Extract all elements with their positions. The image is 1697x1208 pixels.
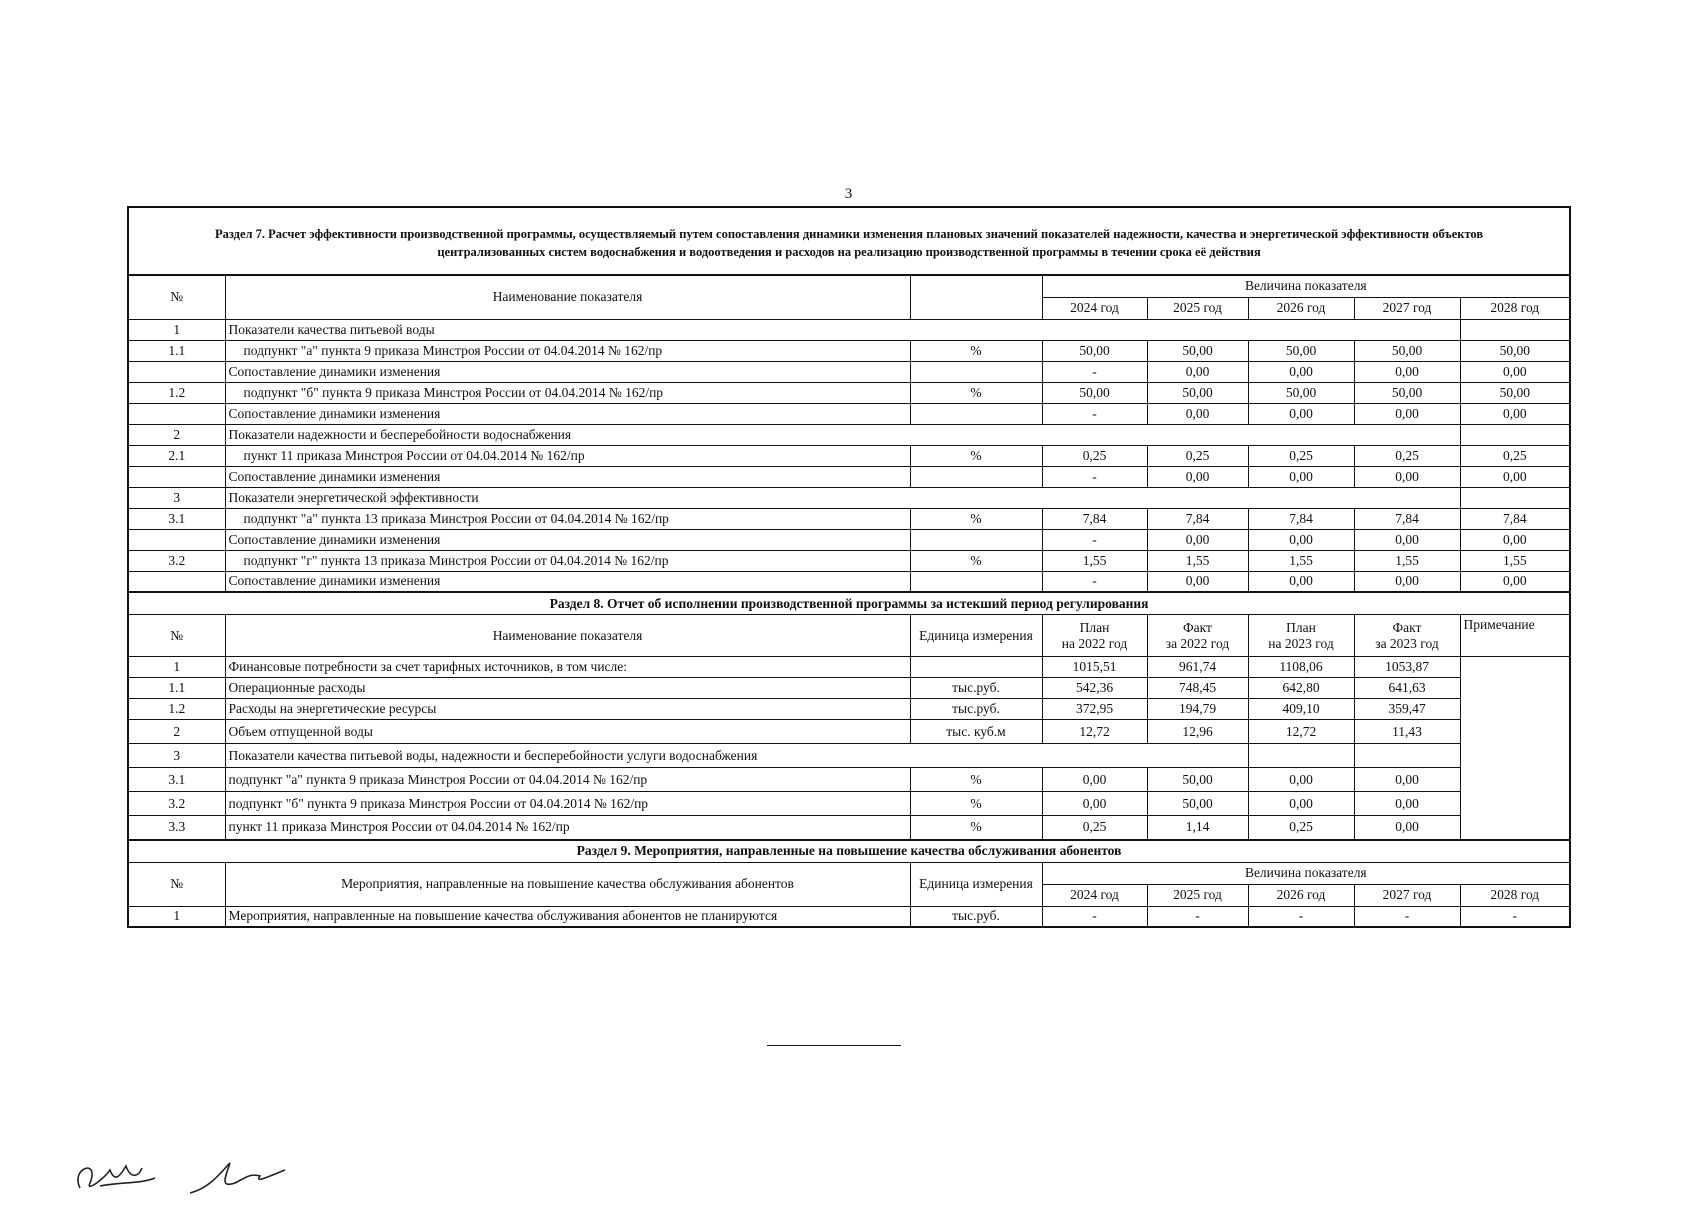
- table-row: [128, 445, 1570, 466]
- row-name: Мероприятия, направленные на повышение качества обслуживания абонентов не планируются: [225, 906, 910, 927]
- value-cell: 0,00: [1248, 768, 1354, 792]
- table-row: [128, 529, 1570, 550]
- s8-col-num: №: [128, 615, 225, 657]
- table-row: [128, 792, 1570, 816]
- row-number: 1.2: [128, 699, 225, 720]
- value-cell: 0,00: [1354, 768, 1460, 792]
- value-cell: -: [1042, 906, 1147, 927]
- report-table: [127, 206, 1571, 928]
- value-cell: 748,45: [1147, 678, 1248, 699]
- value-cell: 0,00: [1248, 529, 1354, 550]
- row-number: 3.3: [128, 816, 225, 840]
- value-cell: 50,00: [1147, 382, 1248, 403]
- signature-2: [190, 1163, 285, 1193]
- table-row: [128, 720, 1570, 744]
- row-name: подпункт "б" пункта 9 приказа Минстроя России от 04.04.2014 № 162/пр: [225, 382, 910, 403]
- row-number: 1: [128, 319, 225, 340]
- table-row: [128, 906, 1570, 927]
- table-row: [128, 699, 1570, 720]
- value-cell: -: [1042, 361, 1147, 382]
- row-number: [128, 529, 225, 550]
- row-name: Сопоставление динамики изменения: [225, 403, 910, 424]
- s7-year: 2025 год: [1147, 297, 1248, 319]
- row-number: 1.1: [128, 678, 225, 699]
- value-cell: 0,00: [1147, 466, 1248, 487]
- value-cell: -: [1147, 906, 1248, 927]
- row-name: Показатели качества питьевой воды: [225, 319, 1460, 340]
- s9-year: 2028 год: [1460, 884, 1570, 906]
- row-name: Сопоставление динамики изменения: [225, 361, 910, 382]
- value-cell: 1108,06: [1248, 657, 1354, 678]
- value-cell: 1,55: [1460, 550, 1570, 571]
- value-cell: -: [1042, 529, 1147, 550]
- value-cell: 1015,51: [1042, 657, 1147, 678]
- row-name: Показатели энергетической эффективности: [225, 487, 1460, 508]
- value-cell: 0,25: [1042, 816, 1147, 840]
- row-unit: [910, 571, 1042, 592]
- handwritten-signatures: [60, 1148, 290, 1208]
- table-row: [128, 361, 1570, 382]
- value-cell: 0,25: [1460, 445, 1570, 466]
- value-cell: 0,00: [1354, 571, 1460, 592]
- s8-col-note: Примечание: [1460, 615, 1570, 657]
- s8-col-plan-2022: План на 2022 год: [1042, 615, 1147, 657]
- value-cell: 0,25: [1354, 445, 1460, 466]
- note-cell: [1460, 657, 1570, 840]
- value-cell: 0,25: [1248, 445, 1354, 466]
- s7-col-value: Величина показателя: [1042, 275, 1570, 297]
- s9-year: 2026 год: [1248, 884, 1354, 906]
- section9-title: Раздел 9. Мероприятия, направленные на повышение качества обслуживания абонентов: [128, 840, 1570, 863]
- value-cell: 50,00: [1147, 792, 1248, 816]
- value-cell: 0,00: [1354, 361, 1460, 382]
- value-cell: -: [1042, 466, 1147, 487]
- table-row: [128, 319, 1570, 340]
- value-cell: -: [1460, 906, 1570, 927]
- row-unit: [910, 361, 1042, 382]
- row-name: подпункт "б" пункта 9 приказа Минстроя России от 04.04.2014 № 162/пр: [225, 792, 910, 816]
- row-unit: %: [910, 550, 1042, 571]
- s9-col-unit: Единица измерения: [910, 862, 1042, 906]
- value-cell: 12,72: [1042, 720, 1147, 744]
- value-cell: 0,00: [1147, 403, 1248, 424]
- signature-1: [78, 1166, 155, 1188]
- value-cell: 12,96: [1147, 720, 1248, 744]
- row-number: 3: [128, 487, 225, 508]
- footer-divider: [767, 1045, 901, 1046]
- value-cell: 641,63: [1354, 678, 1460, 699]
- s7-year: 2027 год: [1354, 297, 1460, 319]
- value-cell: 50,00: [1354, 382, 1460, 403]
- value-cell: 0,00: [1248, 403, 1354, 424]
- table-row: [128, 466, 1570, 487]
- row-number: [128, 466, 225, 487]
- s7-year: 2028 год: [1460, 297, 1570, 319]
- value-cell: 0,25: [1147, 445, 1248, 466]
- s7-year: 2026 год: [1248, 297, 1354, 319]
- value-cell: 50,00: [1147, 340, 1248, 361]
- value-cell: 0,25: [1248, 816, 1354, 840]
- row-unit: %: [910, 768, 1042, 792]
- row-number: 1: [128, 657, 225, 678]
- row-number: [128, 571, 225, 592]
- value-cell: 372,95: [1042, 699, 1147, 720]
- value-cell: 50,00: [1248, 382, 1354, 403]
- value-cell: -: [1248, 906, 1354, 927]
- empty-cell: [1460, 319, 1570, 340]
- row-unit: %: [910, 340, 1042, 361]
- value-cell: 0,00: [1460, 466, 1570, 487]
- value-cell: 0,00: [1460, 529, 1570, 550]
- table-row: [128, 571, 1570, 592]
- row-name: Сопоставление динамики изменения: [225, 529, 910, 550]
- row-name: подпункт "а" пункта 9 приказа Минстроя России от 04.04.2014 № 162/пр: [225, 340, 910, 361]
- value-cell: 0,00: [1042, 792, 1147, 816]
- value-cell: 0,00: [1147, 361, 1248, 382]
- value-cell: 0,00: [1042, 768, 1147, 792]
- table-row: [128, 550, 1570, 571]
- value-cell: 12,72: [1248, 720, 1354, 744]
- row-name: пункт 11 приказа Минстроя России от 04.04.2014 № 162/пр: [225, 445, 910, 466]
- row-number: [128, 403, 225, 424]
- report-frame: [127, 206, 1569, 928]
- s8-col-fact-2022: Факт за 2022 год: [1147, 615, 1248, 657]
- value-cell: 0,00: [1248, 571, 1354, 592]
- s9-col-value: Величина показателя: [1042, 862, 1570, 884]
- row-unit: тыс.руб.: [910, 699, 1042, 720]
- value-cell: 0,00: [1248, 361, 1354, 382]
- value-cell: 961,74: [1147, 657, 1248, 678]
- s8-col-fact-2023: Факт за 2023 год: [1354, 615, 1460, 657]
- value-cell: 0,25: [1042, 445, 1147, 466]
- value-cell: 642,80: [1248, 678, 1354, 699]
- value-cell: 50,00: [1248, 340, 1354, 361]
- row-number: 3: [128, 744, 225, 768]
- value-cell: 7,84: [1354, 508, 1460, 529]
- row-unit: тыс.руб.: [910, 906, 1042, 927]
- value-cell: 11,43: [1354, 720, 1460, 744]
- row-number: 2: [128, 720, 225, 744]
- row-number: 2.1: [128, 445, 225, 466]
- value-cell: 50,00: [1460, 382, 1570, 403]
- row-number: 1: [128, 906, 225, 927]
- value-cell: 1,14: [1147, 816, 1248, 840]
- value-cell: 0,00: [1460, 361, 1570, 382]
- value-cell: 0,00: [1354, 403, 1460, 424]
- section8-rows: [128, 657, 1570, 840]
- value-cell: 409,10: [1248, 699, 1354, 720]
- row-number: 1.2: [128, 382, 225, 403]
- s7-col-num: №: [128, 275, 225, 319]
- table-row: [128, 382, 1570, 403]
- value-cell: -: [1354, 906, 1460, 927]
- row-number: 3.2: [128, 792, 225, 816]
- s7-col-name: Наименование показателя: [225, 275, 910, 319]
- value-cell: 0,00: [1248, 792, 1354, 816]
- value-cell: 7,84: [1147, 508, 1248, 529]
- row-unit: %: [910, 382, 1042, 403]
- value-cell: 0,00: [1460, 403, 1570, 424]
- value-cell: 359,47: [1354, 699, 1460, 720]
- row-name: подпункт "а" пункта 13 приказа Минстроя России от 04.04.2014 № 162/пр: [225, 508, 910, 529]
- table-row: [128, 508, 1570, 529]
- row-name: подпункт "а" пункта 9 приказа Минстроя России от 04.04.2014 № 162/пр: [225, 768, 910, 792]
- value-cell: 50,00: [1460, 340, 1570, 361]
- s9-col-name: Мероприятия, направленные на повышение качества обслуживания абонентов: [225, 862, 910, 906]
- section8-title: Раздел 8. Отчет об исполнении производственной программы за истекший период регулирования: [128, 592, 1570, 615]
- row-unit: тыс.руб.: [910, 678, 1042, 699]
- value-cell: 0,00: [1354, 529, 1460, 550]
- empty-cell: [1460, 487, 1570, 508]
- value-cell: 7,84: [1248, 508, 1354, 529]
- value-cell: 7,84: [1460, 508, 1570, 529]
- table-row: [128, 816, 1570, 840]
- row-name: Операционные расходы: [225, 678, 910, 699]
- value-cell: 0,00: [1354, 792, 1460, 816]
- value-cell: 542,36: [1042, 678, 1147, 699]
- row-unit: [910, 529, 1042, 550]
- row-unit: %: [910, 508, 1042, 529]
- value-cell: 194,79: [1147, 699, 1248, 720]
- table-row: [128, 768, 1570, 792]
- value-cell: 50,00: [1354, 340, 1460, 361]
- table-row: [128, 678, 1570, 699]
- value-cell: 1,55: [1354, 550, 1460, 571]
- value-cell: 0,00: [1460, 571, 1570, 592]
- value-cell: 50,00: [1042, 340, 1147, 361]
- row-unit: [910, 657, 1042, 678]
- row-number: 3.2: [128, 550, 225, 571]
- s7-year: 2024 год: [1042, 297, 1147, 319]
- row-name: Показатели качества питьевой воды, надежности и бесперебойности услуги водоснабжения: [225, 744, 1248, 768]
- value-cell: 0,00: [1354, 816, 1460, 840]
- value-cell: 1,55: [1147, 550, 1248, 571]
- row-name: пункт 11 приказа Минстроя России от 04.04.2014 № 162/пр: [225, 816, 910, 840]
- row-name: подпункт "г" пункта 13 приказа Минстроя России от 04.04.2014 № 162/пр: [225, 550, 910, 571]
- row-number: 2: [128, 424, 225, 445]
- row-unit: [910, 466, 1042, 487]
- row-name: Сопоставление динамики изменения: [225, 466, 910, 487]
- section7-title: Раздел 7. Расчет эффективности производственной программы, осуществляемый путем сопоставления динамики изменения плановых значений показателей надежности, качества и энергетической эффективности объектов централизованных систем водоснабжения и водоотведения и расходов на реализацию производственной программы в течении срока её действия: [128, 207, 1570, 275]
- value-cell: 7,84: [1042, 508, 1147, 529]
- section9-rows: [128, 906, 1570, 927]
- value-cell: -: [1042, 571, 1147, 592]
- row-unit: %: [910, 816, 1042, 840]
- row-name: Сопоставление динамики изменения: [225, 571, 910, 592]
- value-cell: 1,55: [1248, 550, 1354, 571]
- row-unit: %: [910, 445, 1042, 466]
- value-cell: 1,55: [1042, 550, 1147, 571]
- row-name: Объем отпущенной воды: [225, 720, 910, 744]
- s8-col-plan-2023: План на 2023 год: [1248, 615, 1354, 657]
- s9-year: 2024 год: [1042, 884, 1147, 906]
- value-cell: 0,00: [1147, 571, 1248, 592]
- s8-col-unit: Единица измерения: [910, 615, 1042, 657]
- table-row: [128, 487, 1570, 508]
- table-row: [128, 403, 1570, 424]
- row-name: Финансовые потребности за счет тарифных источников, в том числе:: [225, 657, 910, 678]
- page-number: 3: [844, 186, 853, 202]
- row-number: 1.1: [128, 340, 225, 361]
- s9-year: 2027 год: [1354, 884, 1460, 906]
- row-unit: тыс. куб.м: [910, 720, 1042, 744]
- value-cell: 0,00: [1147, 529, 1248, 550]
- table-row: [128, 424, 1570, 445]
- value-cell: -: [1042, 403, 1147, 424]
- value-cell: 50,00: [1042, 382, 1147, 403]
- row-unit: [910, 403, 1042, 424]
- empty-cell: [1460, 424, 1570, 445]
- row-name: Показатели надежности и бесперебойности водоснабжения: [225, 424, 1460, 445]
- row-number: [128, 361, 225, 382]
- row-name: Расходы на энергетические ресурсы: [225, 699, 910, 720]
- empty-cell: [1354, 744, 1460, 768]
- table-row: [128, 340, 1570, 361]
- row-number: 3.1: [128, 768, 225, 792]
- value-cell: 50,00: [1147, 768, 1248, 792]
- s9-col-num: №: [128, 862, 225, 906]
- row-number: 3.1: [128, 508, 225, 529]
- row-unit: %: [910, 792, 1042, 816]
- table-row: [128, 744, 1570, 768]
- value-cell: 1053,87: [1354, 657, 1460, 678]
- s9-year: 2025 год: [1147, 884, 1248, 906]
- section7-rows: [128, 319, 1570, 592]
- value-cell: 0,00: [1248, 466, 1354, 487]
- s8-col-name: Наименование показателя: [225, 615, 910, 657]
- s7-col-unit: [910, 275, 1042, 319]
- value-cell: 0,00: [1354, 466, 1460, 487]
- table-row: [128, 657, 1570, 678]
- empty-cell: [1248, 744, 1354, 768]
